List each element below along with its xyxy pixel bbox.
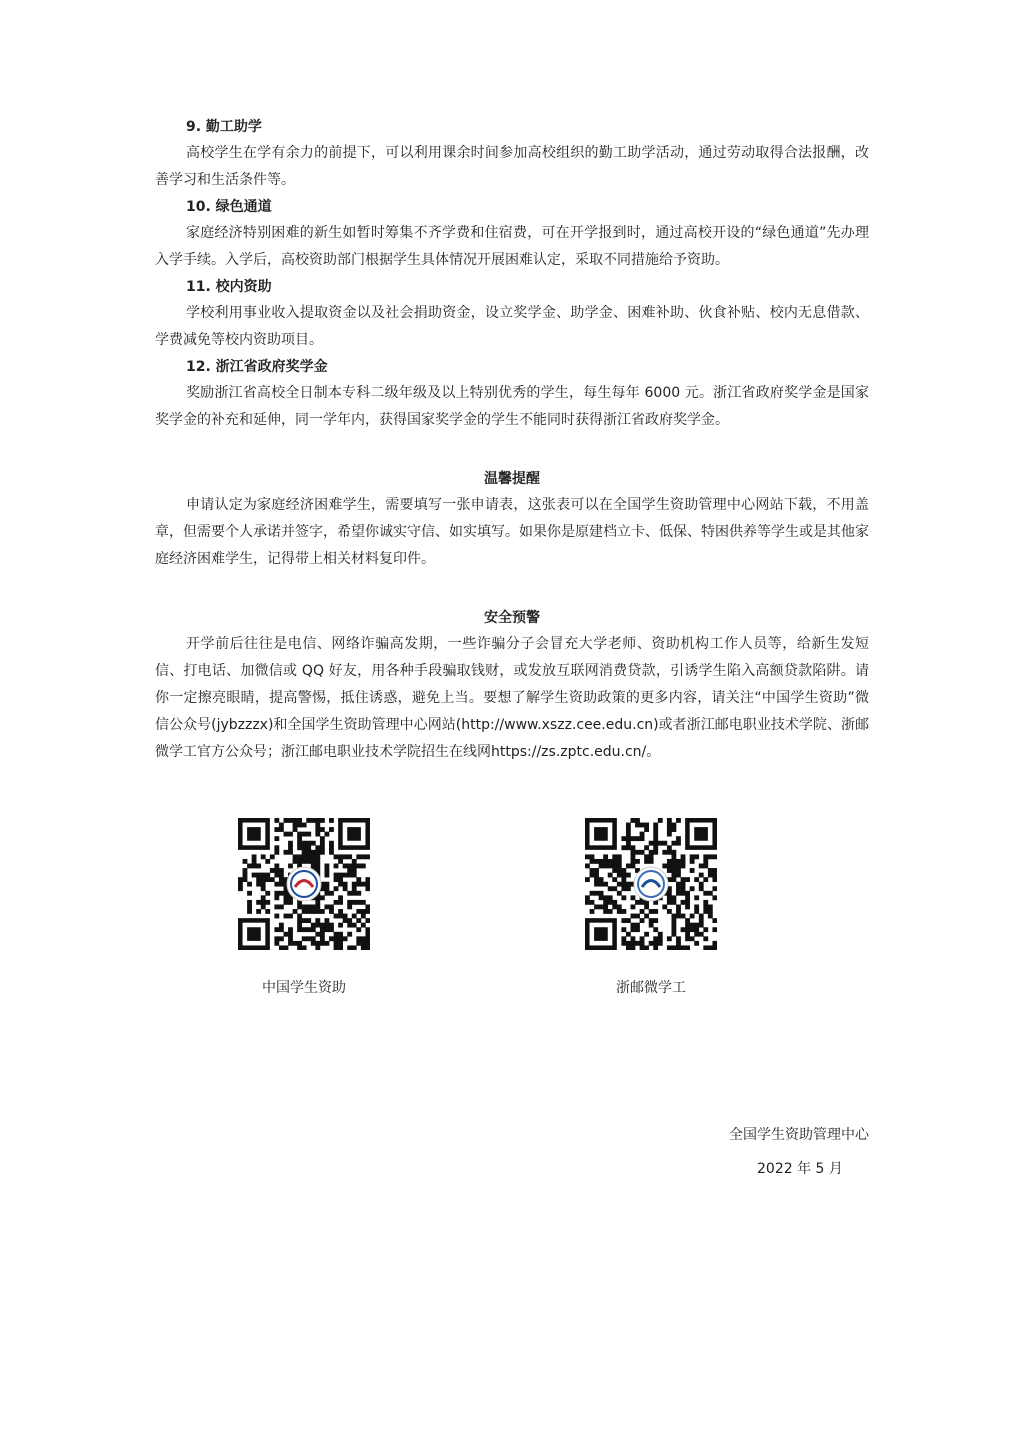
warning-title: 安全预警 (484, 610, 540, 626)
warning-body: 开学前后往往是电信、网络诈骗高发期，一些诈骗分子会冒充大学老师、资助机构工作人员等，给新生发短信、打电话、加微信或 QQ 好友，用各种手段骗取钱财，或发放互联网消费贷款，引诱学生陷入高额贷款陷阱。请你一定擦亮眼睛，提高警惕，抵住诱惑，避免上当。要想了解学生资助政策的更多内容，请关注“中国学生资助”微信公众号(jybzzzx)和全国学生资助管理中心网站(http://www.xszz.cee.edu.cn)或者浙江邮电职业技术学院、浙邮微学工官方公众号；浙江邮电职业技术学院招生在线网https://zs.zptc.edu.cn/。 (155, 636, 869, 760)
qr-block-zhejiang-youdian (571, 818, 731, 998)
document-body (155, 114, 869, 766)
qr-caption-zhejiang-youdian: 浙邮微学工 (616, 980, 686, 996)
qr-code-icon (585, 818, 717, 950)
section-body-provincial-scholarship: 奖励浙江省高校全日制本专科二级年级及以上特别优秀的学生，每生每年 6000 元。浙江省政府奖学金是国家奖学金的补充和延伸，同一学年内，获得国家奖学金的学生不能同时获得浙江省政府奖学金。 (155, 385, 869, 428)
reminder-title: 温馨提醒 (484, 471, 540, 487)
qr-code-icon (238, 818, 370, 950)
section-body-green-channel: 家庭经济特别困难的新生如暂时筹集不齐学费和住宿费，可在开学报到时，通过高校开设的“绿色通道”先办理入学手续。入学后，高校资助部门根据学生具体情况开展困难认定，采取不同措施给予资助。 (155, 225, 869, 268)
section-heading-green-channel: 10. 绿色通道 (186, 199, 272, 215)
qr-block-china-student-aid (224, 818, 384, 998)
section-body-work-study: 高校学生在学有余力的前提下，可以利用课余时间参加高校组织的勤工助学活动，通过劳动取得合法报酬，改善学习和生活条件等。 (155, 145, 869, 188)
section-heading-work-study: 9. 勤工助学 (186, 119, 262, 135)
section-body-campus-aid: 学校利用事业收入提取资金以及社会捐助资金，设立奖学金、助学金、困难补助、伙食补贴、校内无息借款、学费减免等校内资助项目。 (155, 305, 869, 348)
section-heading-campus-aid: 11. 校内资助 (186, 279, 272, 295)
footer-date: 2022 年 5 月 (757, 1161, 843, 1177)
footer-organization: 全国学生资助管理中心 (729, 1127, 869, 1143)
reminder-body: 申请认定为家庭经济困难学生，需要填写一张申请表，这张表可以在全国学生资助管理中心网站下载，不用盖章，但需要个人承诺并签字，希望你诚实守信、如实填写。如果你是原建档立卡、低保、特困供养等学生或是其他家庭经济困难学生，记得带上相关材料复印件。 (155, 497, 869, 567)
section-heading-provincial-scholarship: 12. 浙江省政府奖学金 (186, 359, 328, 375)
qr-caption-china-student-aid: 中国学生资助 (262, 980, 346, 996)
